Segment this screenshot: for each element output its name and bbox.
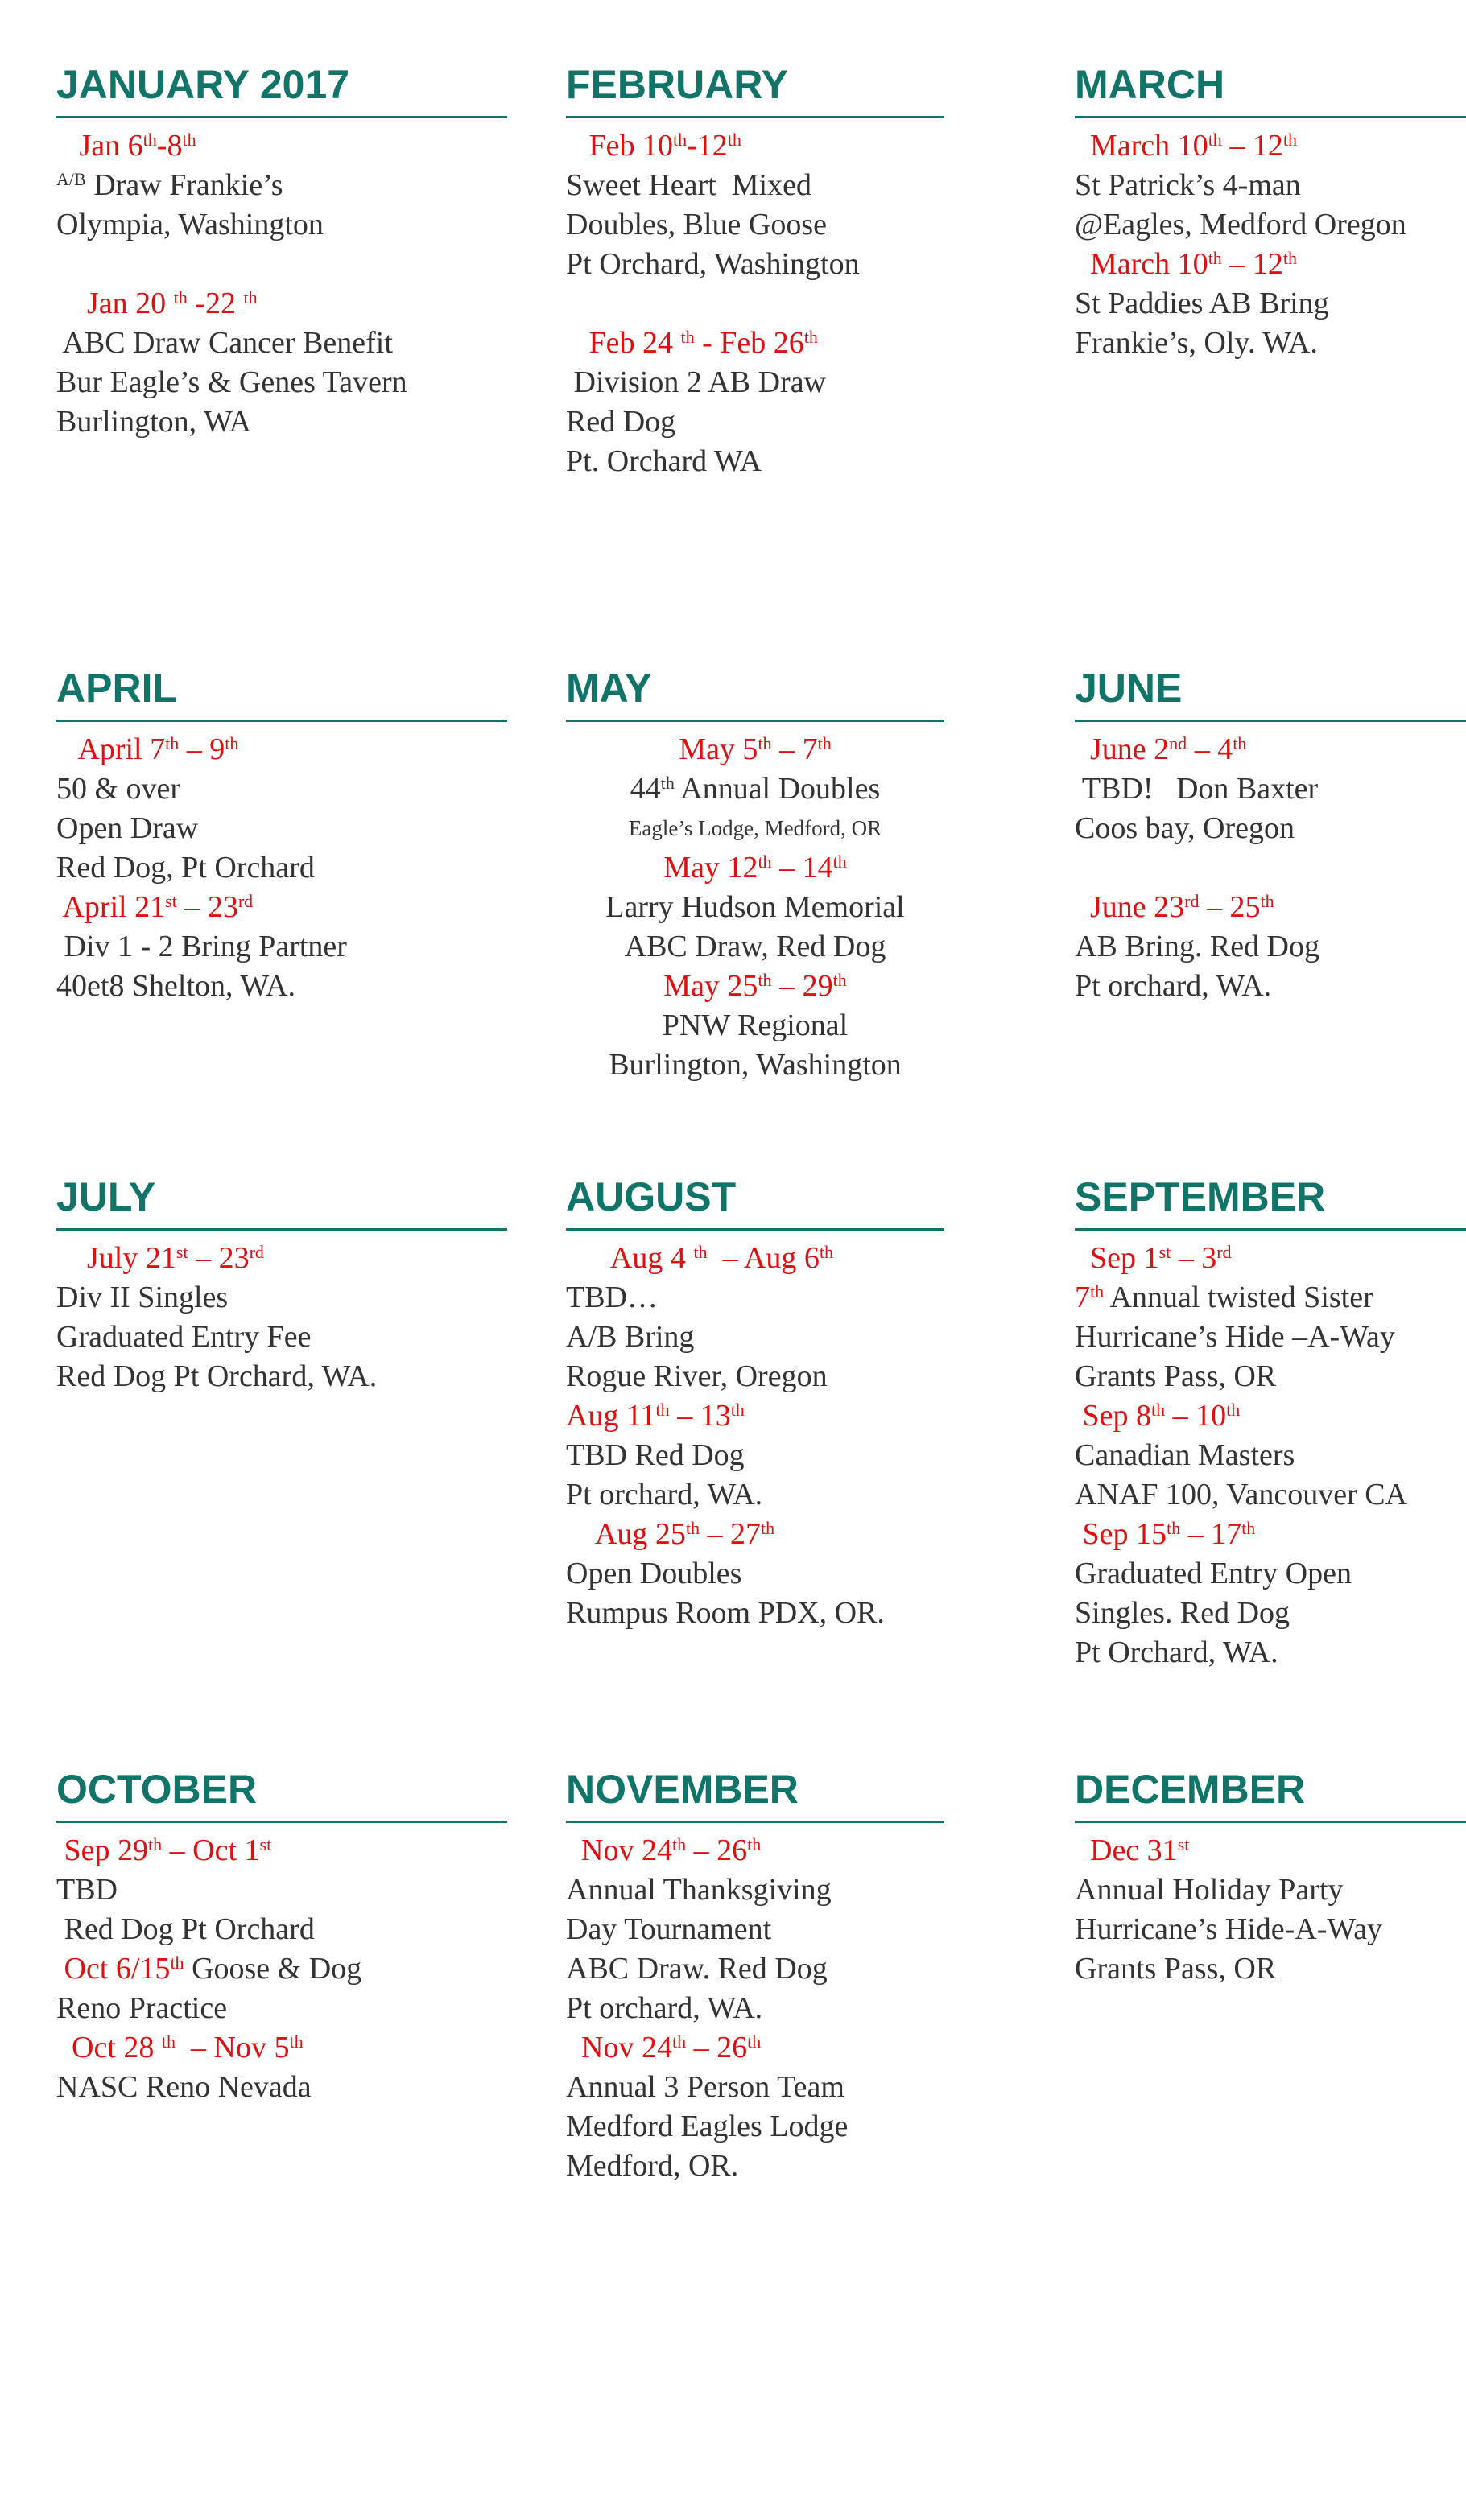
event-line: Burlington, WA: [56, 405, 252, 439]
event-date: July 21st – 23rd: [56, 1241, 264, 1275]
event-line: Division 2 AB Draw: [566, 365, 826, 399]
event-line: @Eagles, Medford Oregon: [1075, 208, 1406, 241]
event-date: June 23rd – 25th: [1075, 890, 1274, 924]
event-date: May 25th – 29th: [663, 969, 847, 1003]
event-line: Olympia, Washington: [56, 208, 324, 241]
month-may: [566, 668, 944, 1085]
event-line: Day Tournament: [566, 1912, 772, 1946]
month-heading: JUNE: [1075, 668, 1466, 722]
event-line: Red Dog Pt Orchard: [56, 1912, 315, 1946]
event-line: Red Dog Pt Orchard, WA.: [56, 1359, 378, 1393]
event-line: 44th Annual Doubles: [630, 772, 881, 806]
event-line: TBD: [56, 1873, 118, 1907]
event-date: Sep 8th – 10th: [1075, 1399, 1241, 1433]
event-list: [56, 1239, 507, 1396]
event-date: Aug 11th – 13th: [566, 1399, 745, 1433]
event-line: Pt orchard, WA.: [1075, 969, 1272, 1003]
month-february: [566, 64, 944, 481]
event-line: Hurricane’s Hide-A-Way: [1075, 1912, 1383, 1946]
event-line: Rumpus Room PDX, OR.: [566, 1596, 885, 1630]
event-line: PNW Regional: [662, 1008, 849, 1042]
month-november: [566, 1769, 944, 2186]
event-line: ABC Draw Cancer Benefit: [56, 326, 393, 360]
event-line: ABC Draw. Red Dog: [566, 1952, 828, 1986]
event-date: Aug 25th – 27th: [566, 1517, 775, 1551]
event-line: Annual Thanksgiving: [566, 1873, 832, 1907]
event-list: [566, 1239, 944, 1633]
event-line: NASC Reno Nevada: [56, 2070, 312, 2104]
event-line: 40et8 Shelton, WA.: [56, 969, 295, 1003]
event-line: Annual Holiday Party: [1075, 1873, 1344, 1907]
event-date: Nov 24th – 26th: [566, 2031, 762, 2064]
month-heading: SEPTEMBER: [1075, 1177, 1466, 1231]
event-line: [56, 245, 507, 284]
event-line: Graduated Entry Open: [1075, 1557, 1352, 1590]
event-line: 50 & over: [56, 772, 181, 806]
event-line: Pt Orchard, Washington: [566, 247, 860, 281]
event-line: Red Dog: [566, 405, 676, 439]
month-august: [566, 1174, 944, 1633]
month-heading: NOVEMBER: [566, 1769, 944, 1823]
event-line: 7th Annual twisted Sister: [1075, 1281, 1373, 1314]
event-line: $^{A/B}$ Draw Frankie’s: [56, 168, 283, 202]
event-line: Oct 6/15th Goose & Dog: [56, 1952, 362, 1986]
event-date: Feb 10th-12th: [566, 129, 741, 163]
event-date: June 2nd – 4th: [1075, 732, 1247, 766]
event-line: Burlington, Washington: [609, 1048, 902, 1082]
event-date: Jan 20 $^{th}$ -22 $^{th}$: [56, 287, 258, 320]
month-july: [56, 1174, 507, 1396]
event-line: Div II Singles: [56, 1281, 229, 1314]
event-line: Pt Orchard, WA.: [1075, 1635, 1278, 1669]
event-line: [1075, 848, 1466, 888]
event-line: St Paddies AB Bring: [1075, 287, 1329, 320]
event-line: Open Doubles: [566, 1557, 742, 1590]
event-date: April 7th – 9th: [56, 732, 239, 766]
month-heading: MAY: [566, 668, 944, 722]
event-line: Red Dog, Pt Orchard: [56, 851, 315, 885]
event-date: Sep 1st – 3rd: [1075, 1241, 1232, 1275]
month-october: [56, 1769, 507, 2107]
month-march: [1075, 64, 1466, 363]
event-line: Pt orchard, WA.: [566, 1478, 763, 1512]
event-line: Reno Practice: [56, 1991, 228, 2025]
event-date: Jan 6th-8th: [56, 129, 196, 163]
event-list: [56, 1831, 507, 2107]
month-heading: OCTOBER: [56, 1769, 507, 1823]
event-line: Singles. Red Dog: [1075, 1596, 1290, 1630]
event-line: Bur Eagle’s & Genes Tavern: [56, 365, 407, 399]
month-december: [1075, 1769, 1466, 1989]
event-date: March 10th – 12th: [1075, 129, 1297, 163]
month-april: [56, 668, 507, 1006]
event-line: Pt orchard, WA.: [566, 1991, 763, 2025]
event-line: TBD! Don Baxter: [1075, 772, 1319, 806]
event-line: [566, 284, 944, 324]
event-line: Graduated Entry Fee: [56, 1320, 312, 1354]
event-date: Sep 29th – Oct 1st: [56, 1833, 272, 1867]
event-list: [1075, 1831, 1466, 1989]
month-january: [56, 64, 507, 442]
event-line: TBD Red Dog: [566, 1438, 745, 1472]
event-list: [56, 730, 507, 1006]
event-line: Eagle’s Lodge, Medford, OR: [628, 816, 882, 840]
month-heading: JANUARY 2017: [56, 64, 507, 118]
event-list: [566, 126, 944, 481]
month-heading: APRIL: [56, 668, 507, 722]
event-line: Grants Pass, OR: [1075, 1359, 1277, 1393]
event-line: ABC Draw, Red Dog: [624, 930, 886, 963]
event-date: March 10th – 12th: [1075, 247, 1297, 281]
event-line: Canadian Masters: [1075, 1438, 1295, 1472]
month-heading: DECEMBER: [1075, 1769, 1466, 1823]
event-line: Pt. Orchard WA: [566, 444, 762, 478]
event-date: Aug 4 $^{th}$ – Aug 6th: [566, 1241, 833, 1275]
event-line: Rogue River, Oregon: [566, 1359, 828, 1393]
event-date: Feb 24 $^{th}$ - Feb 26th: [566, 326, 818, 360]
event-line: ANAF 100, Vancouver CA: [1075, 1478, 1408, 1512]
event-line: Larry Hudson Memorial: [605, 890, 905, 924]
event-line: TBD…: [566, 1281, 658, 1314]
event-line: Open Draw: [56, 811, 199, 845]
event-line: AB Bring. Red Dog: [1075, 930, 1319, 963]
event-line: Div 1 - 2 Bring Partner: [56, 930, 347, 963]
month-september: [1075, 1174, 1466, 1672]
month-heading: FEBRUARY: [566, 64, 944, 118]
event-date: May 5th – 7th: [679, 732, 832, 766]
event-list: [1075, 730, 1466, 1006]
month-heading: MARCH: [1075, 64, 1466, 118]
event-line: Grants Pass, OR: [1075, 1952, 1277, 1986]
event-list: [566, 730, 944, 1085]
event-date: Sep 15th – 17th: [1075, 1517, 1256, 1551]
event-line: Frankie’s, Oly. WA.: [1075, 326, 1318, 360]
month-june: [1075, 668, 1466, 1006]
event-line: Hurricane’s Hide –A-Way: [1075, 1320, 1395, 1354]
month-heading: JULY: [56, 1177, 507, 1231]
event-date: April 21st – 23rd: [56, 890, 254, 924]
event-line: Annual 3 Person Team: [566, 2070, 844, 2104]
event-line: Medford Eagles Lodge: [566, 2110, 849, 2143]
event-date: Dec 31st: [1075, 1833, 1190, 1867]
event-line: St Patrick’s 4-man: [1075, 168, 1301, 202]
event-list: [1075, 1239, 1466, 1672]
event-line: Medford, OR.: [566, 2149, 739, 2183]
event-list: [566, 1831, 944, 2186]
event-date: May 12th – 14th: [663, 851, 847, 885]
event-line: Doubles, Blue Goose: [566, 208, 828, 241]
month-heading: AUGUST: [566, 1177, 944, 1231]
event-list: [1075, 126, 1466, 363]
event-line: Sweet Heart Mixed: [566, 168, 811, 202]
event-line: A/B Bring: [566, 1320, 695, 1354]
event-date: Oct 28 $^{th}$ – Nov 5th: [56, 2031, 304, 2064]
event-list: [56, 126, 507, 442]
event-date: Nov 24th – 26th: [566, 1833, 762, 1867]
event-line: Coos bay, Oregon: [1075, 811, 1295, 845]
